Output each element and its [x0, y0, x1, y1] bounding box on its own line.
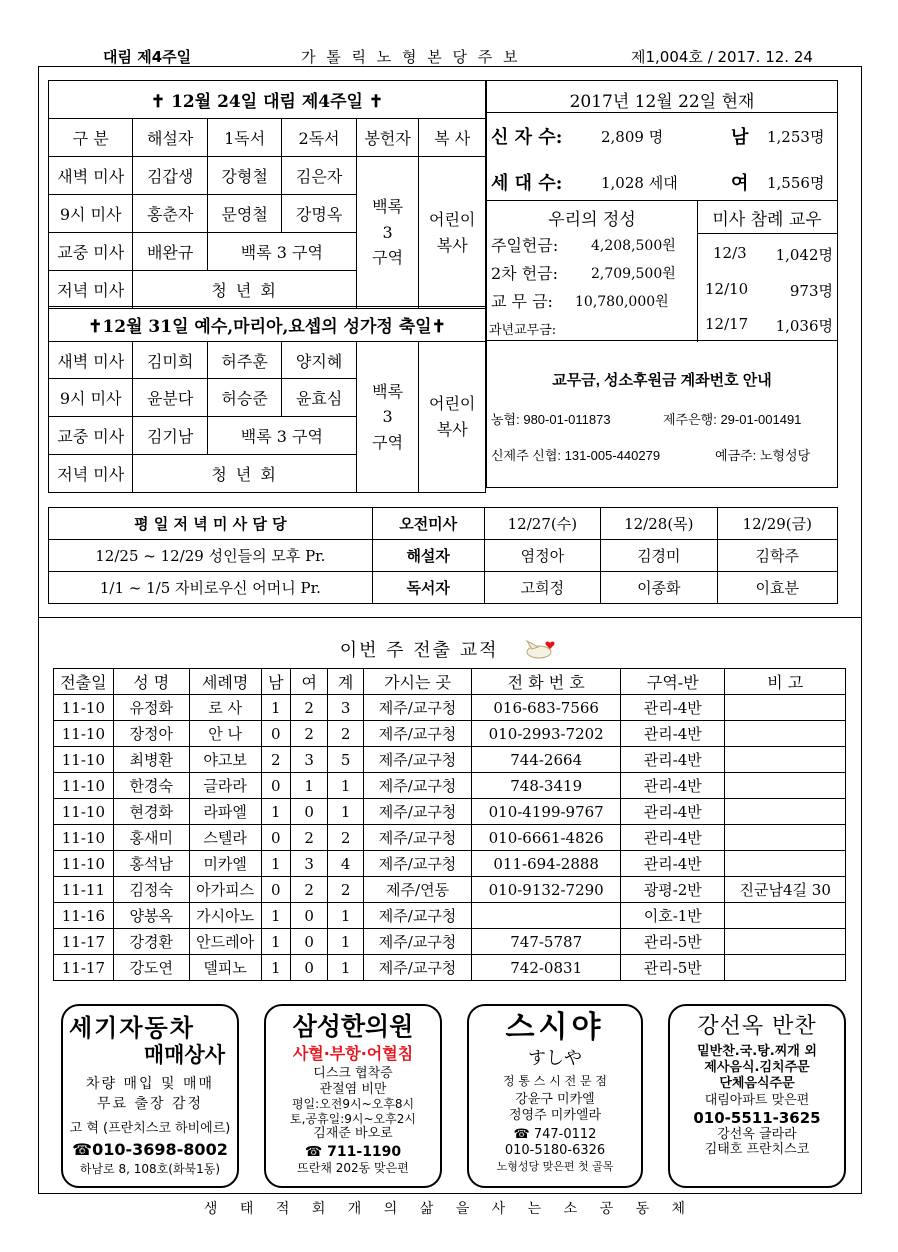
ad-sushi — [467, 1004, 643, 1188]
cell: 김미희 — [133, 342, 207, 379]
cell-baptism: 야고보 — [189, 747, 261, 773]
past-dues-label: 과년교무금: — [489, 323, 557, 338]
ad-address: 뜨란채 202동 맞은편 — [297, 1160, 409, 1175]
cell-destination: 제주/교구청 — [363, 929, 471, 955]
cell-district: 관리-4반 — [621, 825, 725, 851]
cell-phone: 747-5787 — [472, 929, 621, 955]
cell-note — [725, 851, 846, 877]
ad-car-dealer — [61, 1004, 239, 1188]
cell-male: 1 — [261, 851, 290, 877]
cell-name: 한경숙 — [113, 773, 189, 799]
ad-phone: 010-5511-3625 — [693, 1108, 821, 1127]
cell: 윤효심 — [282, 379, 356, 417]
cell-baptism: 라파엘 — [189, 799, 261, 825]
cell-phone: 016-683-7566 — [472, 695, 621, 721]
cell-date: 11-10 — [54, 851, 114, 877]
cell-name: 김정숙 — [113, 877, 189, 903]
cell-district: 관리-4반 — [621, 773, 725, 799]
attend-count: 1,036명 — [775, 317, 833, 335]
sunday-value: 4,208,500원 — [591, 238, 676, 254]
cell-note — [725, 695, 846, 721]
ad-clinic — [264, 1004, 442, 1188]
mass-name: 저녁 미사 — [49, 455, 133, 493]
cell-name: 강도연 — [113, 955, 189, 981]
reader-label: 독서자 — [372, 572, 484, 604]
cell: 강명옥 — [282, 195, 356, 233]
cell-name: 양봉옥 — [113, 903, 189, 929]
cell-female: 2 — [290, 721, 327, 747]
ad-line: 무료 출장 감정 — [96, 1095, 204, 1112]
ad-owner: 김재준 바오로 — [313, 1126, 393, 1142]
male-label: 남 — [731, 127, 749, 148]
cell-name: 홍석남 — [113, 851, 189, 877]
cell-male: 1 — [261, 929, 290, 955]
cell-phone: 010-9132-7290 — [472, 877, 621, 903]
cell: 윤분다 — [133, 379, 207, 417]
stats-date: 2017년 12월 22일 현재 — [569, 92, 755, 112]
offering-group: 백록 3 구역 — [356, 342, 419, 493]
ad-address: 하남로 8, 108호(화북1동) — [79, 1162, 221, 1177]
offering-group: 백록 3 구역 — [356, 157, 419, 309]
cell-destination: 제주/교구청 — [363, 747, 471, 773]
cell-baptism: 로 사 — [189, 695, 261, 721]
cell-note — [725, 929, 846, 955]
cell-date: 11-17 — [54, 929, 114, 955]
cell-district: 이호-1반 — [621, 903, 725, 929]
cell-female: 0 — [290, 799, 327, 825]
ad-line: 제사음식.김치주문 — [704, 1059, 810, 1075]
cell-total: 2 — [328, 877, 363, 903]
cell-female: 2 — [290, 695, 327, 721]
cell-male: 0 — [261, 773, 290, 799]
account-info — [486, 340, 838, 488]
mass-name: 9시 미사 — [49, 195, 133, 233]
cell-destination: 제주/교구청 — [363, 695, 471, 721]
transfers-title-text: 이번 주 전출 교적 — [339, 640, 499, 661]
attendance-title: 미사 참례 교우 — [712, 210, 822, 230]
table-row — [54, 851, 846, 877]
morning-mass-label: 오전미사 — [372, 508, 484, 540]
attend-date: 12/3 — [713, 244, 747, 262]
cell-destination: 제주/교구청 — [363, 799, 471, 825]
cell-total: 1 — [328, 929, 363, 955]
table-row — [54, 877, 846, 903]
col-date: 전출일 — [54, 669, 114, 695]
cell-name: 최병환 — [113, 747, 189, 773]
dues-value: 10,780,000원 — [575, 294, 669, 310]
mass1-title: ✝ 12월 24일 대림 제4주일 ✝ — [49, 81, 486, 119]
ad-phone: ☎ 747-0112 — [513, 1127, 597, 1143]
col-male: 남 — [261, 669, 290, 695]
bulletin-title: 가 톨 릭 노 형 본 당 주 보 — [301, 48, 521, 66]
cell-date: 11-10 — [54, 773, 114, 799]
cell-date: 11-10 — [54, 747, 114, 773]
cell-female: 2 — [290, 877, 327, 903]
households-value: 1,028 세대 — [601, 174, 678, 192]
table-row — [54, 773, 846, 799]
account-jejubank: 제주은행: 29-01-001491 — [663, 412, 802, 427]
cell-date: 11-10 — [54, 721, 114, 747]
evening-row-2: 1/1 ~ 1/5 자비로우신 어머니 Pr. — [49, 572, 373, 604]
cell: 청 년 회 — [133, 271, 356, 309]
cell-total: 5 — [328, 747, 363, 773]
cell-date: 11-10 — [54, 825, 114, 851]
weekday-mass-table — [48, 507, 838, 604]
table-row — [54, 903, 846, 929]
cell-phone: 742-0831 — [472, 955, 621, 981]
sunday-label: 주일헌금: — [491, 236, 559, 255]
ad-line: 차량 매입 및 매매 — [85, 1075, 215, 1092]
footer-slogan: 생 태 적 회 개 의 삶 을 사 는 소 공 동 체 — [203, 1201, 695, 1217]
cell-phone: 744-2664 — [472, 747, 621, 773]
mass-name: 9시 미사 — [49, 379, 133, 417]
col-division: 구 분 — [49, 119, 133, 157]
ad-line: 정영주 미카엘라 — [508, 1107, 602, 1123]
table-row — [54, 955, 846, 981]
col-total: 계 — [328, 669, 363, 695]
account-holder: 예금주: 노형성당 — [715, 448, 811, 463]
ad-line: 토,공휴일:9시~오후2시 — [290, 1111, 416, 1126]
cell: 백록 3 구역 — [207, 233, 356, 271]
cell-baptism: 델피노 — [189, 955, 261, 981]
cell: 백록 3 구역 — [207, 417, 356, 455]
ad-line: 단체음식주문 — [719, 1075, 795, 1091]
cell-female: 0 — [290, 903, 327, 929]
cell: 김경미 — [601, 540, 717, 572]
ad-phone: 010-5180-6326 — [504, 1142, 606, 1158]
cell-total: 1 — [328, 799, 363, 825]
ad-owner: 강선옥 글라라 — [717, 1126, 797, 1142]
cell-total: 3 — [328, 695, 363, 721]
day-header: 12/28(목) — [601, 508, 717, 540]
ad-subtitle: 밑반찬.국.탕.찌개 외 — [697, 1044, 817, 1060]
cell-district: 관리-4반 — [621, 747, 725, 773]
cell-destination: 제주/교구청 — [363, 851, 471, 877]
mass-name: 새벽 미사 — [49, 157, 133, 195]
cell-name: 강경환 — [113, 929, 189, 955]
cell-name: 홍새미 — [113, 825, 189, 851]
ad-subtitle: 사혈·부항·어혈침 — [292, 1044, 414, 1063]
ad-phone: ☎010-3698-8002 — [72, 1140, 228, 1160]
attend-count: 973명 — [789, 282, 833, 300]
cell: 김은자 — [282, 157, 356, 195]
attend-date: 12/10 — [705, 280, 749, 298]
ad-side-dishes — [668, 1004, 846, 1188]
cell-note — [725, 903, 846, 929]
cell-male: 0 — [261, 877, 290, 903]
evening-row-1: 12/25 ~ 12/29 성인들의 모후 Pr. — [49, 540, 373, 572]
ad-title: 스시야 — [505, 1010, 605, 1045]
cell: 고희정 — [484, 572, 600, 604]
table-row — [54, 825, 846, 851]
cell: 김갑생 — [133, 157, 207, 195]
ad-address: 노형성당 맞은편 첫 골목 — [496, 1160, 614, 1174]
ad-owner: 김태호 프란치스코 — [704, 1142, 810, 1158]
cell-female: 0 — [290, 929, 327, 955]
cell-male: 1 — [261, 799, 290, 825]
cell: 배완규 — [133, 233, 207, 271]
households-label: 세 대 수: — [491, 173, 563, 194]
cell-note — [725, 955, 846, 981]
transfers-table — [53, 668, 846, 981]
cell-district: 관리-5반 — [621, 955, 725, 981]
account-shinhyup: 신제주 신협: 131-005-440279 — [491, 448, 661, 463]
cell-baptism: 글라라 — [189, 773, 261, 799]
cell: 허승준 — [207, 379, 281, 417]
ad-title: 강선옥 반찬 — [697, 1014, 817, 1039]
cell-male: 1 — [261, 695, 290, 721]
day-header: 12/27(수) — [484, 508, 600, 540]
col-destination: 가시는 곳 — [363, 669, 471, 695]
cell: 청 년 회 — [133, 455, 356, 493]
cell: 이종화 — [601, 572, 717, 604]
day-header: 12/29(금) — [717, 508, 837, 540]
col-phone: 전 화 번 호 — [472, 669, 621, 695]
cell-note — [725, 721, 846, 747]
mass-name: 교중 미사 — [49, 417, 133, 455]
mass-name: 새벽 미사 — [49, 342, 133, 379]
ad-line: 평일:오전9시~오후8시 — [291, 1097, 415, 1112]
cell-baptism: 아가피스 — [189, 877, 261, 903]
cell-district: 관리-4반 — [621, 851, 725, 877]
issue-number: 제1,004호 / 2017. 12. 24 — [631, 48, 813, 66]
cell-date: 11-11 — [54, 877, 114, 903]
cell-date: 11-10 — [54, 799, 114, 825]
evening-title: 평 일 저 녁 미 사 담 당 — [49, 508, 373, 540]
cell-total: 2 — [328, 825, 363, 851]
ad-line: 정 통 스 시 전 문 점 — [502, 1073, 608, 1088]
male-value: 1,253명 — [767, 128, 825, 146]
cell-female: 0 — [290, 955, 327, 981]
cell-note: 진군남4길 30 — [725, 877, 846, 903]
altar-servers: 어린이 복사 — [419, 342, 486, 493]
cell: 홍춘자 — [133, 195, 207, 233]
col-note: 비 고 — [725, 669, 846, 695]
col-altar: 복 사 — [419, 119, 486, 157]
table-row — [54, 799, 846, 825]
cell-male: 1 — [261, 903, 290, 929]
cell-destination: 제주/교구청 — [363, 903, 471, 929]
cell-phone: 010-4199-9767 — [472, 799, 621, 825]
ad-line: 강윤구 미카엘 — [515, 1091, 595, 1107]
second-label: 2차 헌금: — [491, 264, 559, 283]
cell-phone: 748-3419 — [472, 773, 621, 799]
ad-line: 디스크 협착증 — [313, 1066, 393, 1082]
cell-district: 관리-4반 — [621, 721, 725, 747]
cell-phone — [472, 903, 621, 929]
cell: 김기남 — [133, 417, 207, 455]
mass-schedule-1 — [48, 80, 486, 309]
ad-title: 삼성한의원 — [292, 1012, 414, 1041]
cell-male: 0 — [261, 721, 290, 747]
cell-name: 장정아 — [113, 721, 189, 747]
cell-total: 1 — [328, 903, 363, 929]
cell-name: 현경화 — [113, 799, 189, 825]
ad-subtitle: 매매상사 — [143, 1042, 225, 1067]
cell: 허주훈 — [207, 342, 281, 379]
offering-title: 우리의 정성 — [548, 210, 636, 230]
table-row — [54, 747, 846, 773]
cell-baptism: 안 나 — [189, 721, 261, 747]
ad-phone: ☎ 711-1190 — [304, 1143, 402, 1160]
table-row — [54, 695, 846, 721]
cell-date: 11-17 — [54, 955, 114, 981]
mass-name: 교중 미사 — [49, 233, 133, 271]
cell-male: 0 — [261, 825, 290, 851]
cell: 김학주 — [717, 540, 837, 572]
account-nh: 농협: 980-01-011873 — [491, 412, 611, 427]
cell-phone: 011-694-2888 — [472, 851, 621, 877]
attend-date: 12/17 — [705, 315, 749, 333]
cell-destination: 제주/교구청 — [363, 825, 471, 851]
cell-baptism: 가시아노 — [189, 903, 261, 929]
cell-name: 유정화 — [113, 695, 189, 721]
ad-owner: 고 혁 (프란치스코 하비에르) — [69, 1120, 231, 1136]
ad-line: 관절염 비만 — [319, 1081, 387, 1097]
col-female: 여 — [290, 669, 327, 695]
cell-male: 1 — [261, 955, 290, 981]
cell-female: 1 — [290, 773, 327, 799]
cell-female: 3 — [290, 851, 327, 877]
altar-servers: 어린이 복사 — [419, 157, 486, 309]
cell-total: 1 — [328, 773, 363, 799]
cell: 강형철 — [207, 157, 281, 195]
second-value: 2,709,500원 — [591, 266, 676, 282]
cell: 양지혜 — [282, 342, 356, 379]
cell: 염정아 — [484, 540, 600, 572]
female-label: 여 — [731, 173, 749, 194]
col-baptism: 세례명 — [189, 669, 261, 695]
cell-destination: 제주/교구청 — [363, 955, 471, 981]
dues-label: 교 무 금: — [491, 292, 553, 311]
cell-note — [725, 747, 846, 773]
cell-date: 11-16 — [54, 903, 114, 929]
parish-stats — [486, 80, 838, 341]
cell-baptism: 스텔라 — [189, 825, 261, 851]
mass-schedule-2 — [48, 306, 486, 493]
col-reading1: 1독서 — [207, 119, 281, 157]
cell-district: 관리-4반 — [621, 695, 725, 721]
female-value: 1,556명 — [767, 174, 825, 192]
col-name: 성 명 — [113, 669, 189, 695]
cell-total: 1 — [328, 955, 363, 981]
cell-total: 4 — [328, 851, 363, 877]
mass2-title: ✝12월 31일 예수,마리아,요셉의 성가정 축일✝ — [49, 307, 486, 342]
attend-count: 1,042명 — [775, 246, 833, 264]
table-row — [54, 721, 846, 747]
mass-name: 저녁 미사 — [49, 271, 133, 309]
believers-label: 신 자 수: — [491, 127, 563, 148]
ad-title: 세기자동차 — [69, 1014, 195, 1042]
ad-subtitle: すしや — [528, 1048, 582, 1069]
cell-date: 11-10 — [54, 695, 114, 721]
account-title: 교무금, 성소후원금 계좌번호 안내 — [552, 372, 772, 389]
col-offering: 봉헌자 — [356, 119, 419, 157]
col-reading2: 2독서 — [282, 119, 356, 157]
believers-value: 2,809 명 — [601, 128, 664, 146]
table-row — [54, 929, 846, 955]
cell-district: 관리-4반 — [621, 799, 725, 825]
cell-total: 2 — [328, 721, 363, 747]
ad-line: 대림아파트 맞은편 — [704, 1093, 810, 1109]
cell-note — [725, 799, 846, 825]
col-district: 구역-반 — [621, 669, 725, 695]
col-commentator: 해설자 — [133, 119, 207, 157]
cell-baptism: 미카엘 — [189, 851, 261, 877]
cell-phone: 010-6661-4826 — [472, 825, 621, 851]
cell-district: 광평-2반 — [621, 877, 725, 903]
cell-baptism: 안드레아 — [189, 929, 261, 955]
dove-icon — [524, 637, 558, 666]
cell-destination: 제주/교구청 — [363, 721, 471, 747]
cell-female: 2 — [290, 825, 327, 851]
cell-phone: 010-2993-7202 — [472, 721, 621, 747]
transfers-title — [0, 636, 898, 666]
cell-destination: 제주/연동 — [363, 877, 471, 903]
sunday-label: 대림 제4주일 — [103, 48, 192, 66]
cell: 문영철 — [207, 195, 281, 233]
commentator-label: 해설자 — [372, 540, 484, 572]
cell-district: 관리-5반 — [621, 929, 725, 955]
cell-female: 3 — [290, 747, 327, 773]
cell: 이효분 — [717, 572, 837, 604]
cell-note — [725, 773, 846, 799]
cell-destination: 제주/교구청 — [363, 773, 471, 799]
cell-note — [725, 825, 846, 851]
cell-male: 2 — [261, 747, 290, 773]
